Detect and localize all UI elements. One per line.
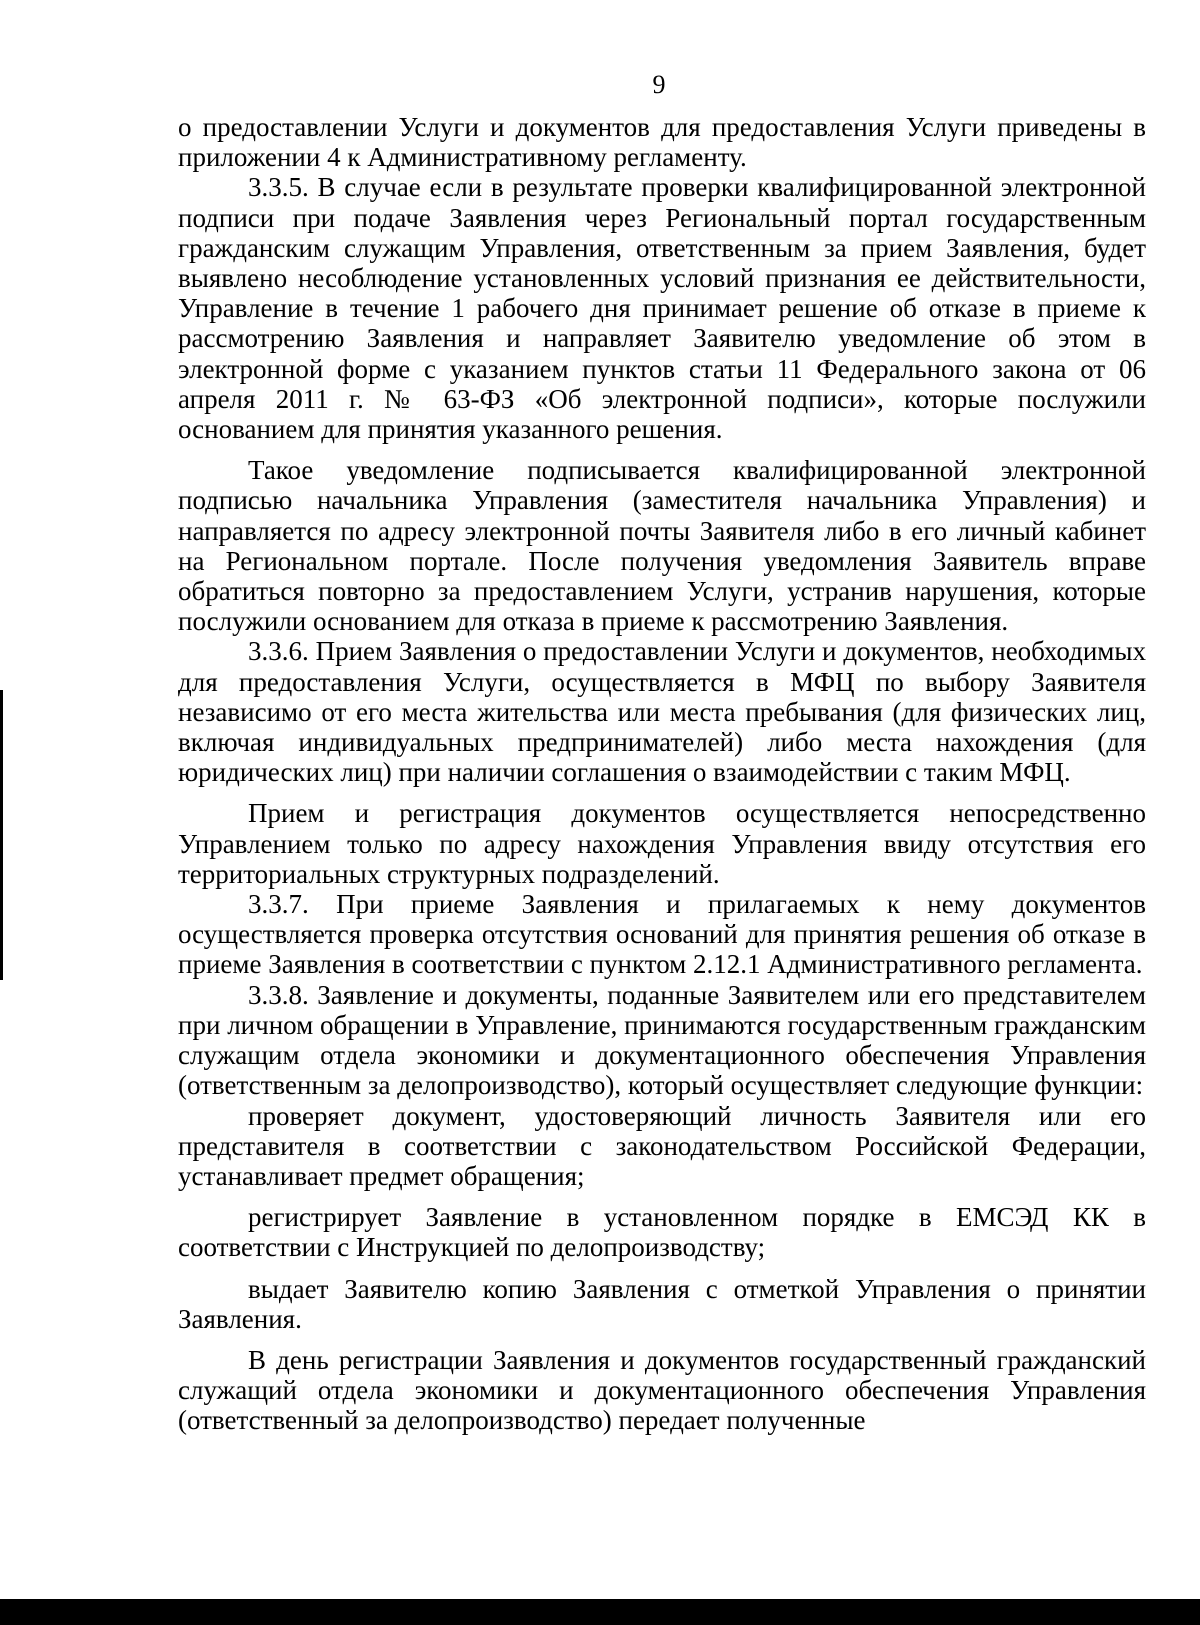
scan-bottom-bar	[0, 1599, 1200, 1625]
paragraph-3-3-8: 3.3.8. Заявление и документы, поданные Заявителем или его представителем при личном обращении в Управление, принимаются государственным гражданским служащим отдела экономики и документационного обеспечения Управления (ответственным за делопроизводство), который осуществляет следующие функции:	[178, 979, 1146, 1101]
paragraph-reception: Прием и регистрация документов осуществляется непосредственно Управлением только по адресу нахождения Управления ввиду отсутствия его территориальных структурных подразделений.	[178, 798, 1146, 889]
paragraph-3-3-5: 3.3.5. В случае если в результате проверки квалифицированной электронной подписи при подаче Заявления через Региональный портал государственным гражданским служащим Управления, ответственным за прием Заявления, будет выявлено несоблюдение установленных условий признания ее действительности, Управление в течение 1 рабочего дня принимает решение об отказе в приеме к рассмотрению Заявления и направляет Заявителю уведомление об этом в электронной форме с указанием пунктов статьи 11 Федерального закона от 06 апреля 2011 г. № 63-ФЗ «Об электронной подписи», которые послужили основанием для принятия указанного решения.	[178, 172, 1146, 445]
paragraph-registration-day: В день регистрации Заявления и документов государственный гражданский служащий отдела экономики и документационного обеспечения Управления (ответственный за делопроизводство) передает полученные	[178, 1344, 1146, 1436]
function-check-identity: проверяет документ, удостоверяющий личность Заявителя или его представителя в соответствии с законодательством Российской Федерации, устанавливает предмет обращения;	[178, 1100, 1146, 1191]
document-body	[178, 112, 1146, 1436]
function-issue-copy: выдает Заявителю копию Заявления с отметкой Управления о принятии Заявления.	[178, 1273, 1146, 1334]
paragraph-notification: Такое уведомление подписывается квалифицированной электронной подписью начальника Управления (заместителя начальника Управления) и направляется по адресу электронной почты Заявителя либо в его личный кабинет на Региональном портале. После получения уведомления Заявитель вправе обратиться повторно за предоставлением Услуги, устранив нарушения, которые послужили основанием для отказа в приеме к рассмотрению Заявления.	[178, 455, 1146, 637]
paragraph-3-3-7: 3.3.7. При приеме Заявления и прилагаемых к нему документов осуществляется проверка отсутствия оснований для принятия решения об отказе в приеме Заявления в соответствии с пунктом 2.12.1 Административного регламента.	[178, 889, 1146, 980]
paragraph-continuation: о предоставлении Услуги и документов для предоставления Услуги приведены в приложении 4 к Административному регламенту.	[178, 112, 1146, 173]
page-number: 9	[652, 70, 666, 99]
paragraph-3-3-6: 3.3.6. Прием Заявления о предоставлении Услуги и документов, необходимых для предоставления Услуги, осуществляется в МФЦ по выбору Заявителя независимо от его места жительства или места пребывания (для физических лиц, включая индивидуальных предпринимателей) либо места нахождения (для юридических лиц) при наличии соглашения о взаимодействии с таким МФЦ.	[178, 636, 1146, 788]
scan-edge-line	[0, 690, 3, 980]
function-register: регистрирует Заявление в установленном порядке в ЕМСЭД КК в соответствии с Инструкцией по делопроизводству;	[178, 1202, 1146, 1263]
